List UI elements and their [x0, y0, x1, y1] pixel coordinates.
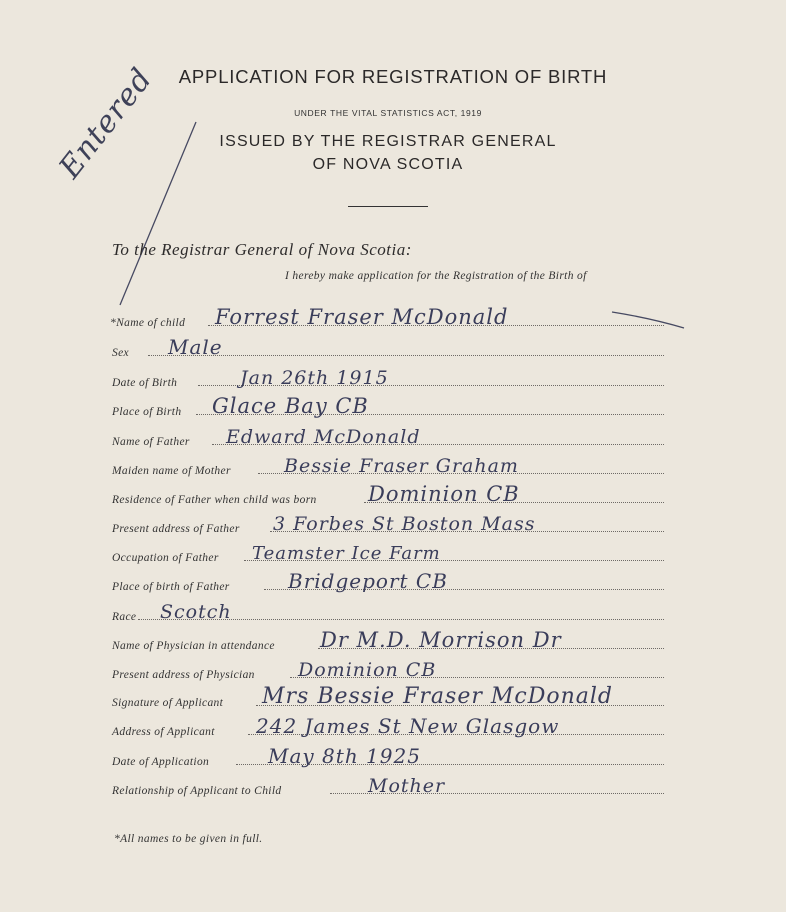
field-label: Name of Physician in attendance — [112, 640, 275, 652]
form-row — [0, 657, 786, 681]
addressee-line: To the Registrar General of Nova Scotia: — [112, 240, 412, 259]
handwritten-value: Mother — [368, 775, 446, 797]
issuer-line-2: OF NOVA SCOTIA — [312, 156, 464, 173]
form-row — [0, 540, 786, 564]
form-row — [0, 482, 786, 506]
field-label: Residence of Father when child was born — [112, 494, 317, 506]
handwritten-value: Jan 26th 1915 — [240, 367, 389, 389]
handwritten-value: Dominion CB — [298, 659, 437, 681]
handwritten-value: Glace Bay CB — [212, 394, 369, 418]
annotation-pen-line — [120, 122, 196, 305]
handwritten-value: 242 James St New Glasgow — [256, 714, 560, 738]
form-row — [0, 714, 786, 738]
form-row — [0, 599, 786, 623]
handwritten-value: Forrest Fraser McDonald — [215, 305, 509, 329]
intro-line: I hereby make application for the Registration of the Birth of — [285, 270, 587, 282]
act-subtitle: UNDER THE VITAL STATISTICS ACT, 1919 — [294, 108, 482, 118]
field-label: Sex — [112, 347, 130, 359]
handwritten-value: Bessie Fraser Graham — [284, 455, 519, 477]
form-row — [0, 453, 786, 477]
footnote: *All names to be given in full. — [114, 833, 263, 845]
fill-in-line — [148, 355, 664, 356]
form-row — [0, 569, 786, 593]
handwritten-value: Scotch — [160, 601, 232, 623]
field-label: Occupation of Father — [112, 552, 219, 564]
field-label: Place of birth of Father — [112, 581, 230, 593]
form-row — [0, 305, 786, 329]
handwritten-value: Mrs Bessie Fraser McDonald — [262, 684, 613, 709]
handwritten-value: Male — [168, 335, 223, 359]
handwritten-value: Dominion CB — [368, 482, 520, 506]
field-label: Place of Birth — [112, 406, 182, 418]
form-row — [0, 424, 786, 448]
field-label: Date of Application — [112, 756, 210, 768]
form-row — [0, 744, 786, 768]
field-label: Maiden name of Mother — [112, 465, 231, 477]
field-label: Present address of Father — [112, 523, 240, 535]
entered-annotation: Entered — [52, 61, 160, 185]
form-row — [0, 511, 786, 535]
form-row — [0, 335, 786, 359]
handwritten-value: May 8th 1925 — [268, 744, 421, 768]
field-label: Address of Applicant — [112, 726, 215, 738]
form-row — [0, 628, 786, 652]
field-label: Relationship of Applicant to Child — [112, 785, 282, 797]
handwritten-value: Edward McDonald — [226, 426, 421, 448]
field-label: Present address of Physician — [112, 669, 255, 681]
form-title: APPLICATION FOR REGISTRATION OF BIRTH — [178, 66, 608, 87]
handwritten-value: Teamster Ice Farm — [252, 543, 441, 564]
handwritten-value: Bridgeport CB — [288, 569, 448, 593]
handwritten-value: Dr M.D. Morrison Dr — [320, 628, 562, 652]
form-row — [0, 394, 786, 418]
field-label: Date of Birth — [112, 377, 178, 389]
field-label: Race — [112, 611, 137, 623]
field-label: *Name of child — [110, 317, 186, 329]
issuer-line-1: ISSUED BY THE REGISTRAR GENERAL — [219, 133, 557, 150]
form-row — [0, 365, 786, 389]
field-label: Name of Father — [112, 436, 190, 448]
form-row — [0, 773, 786, 797]
form-row — [0, 685, 786, 709]
field-label: Signature of Applicant — [112, 697, 224, 709]
handwritten-value: 3 Forbes St Boston Mass — [273, 513, 536, 535]
